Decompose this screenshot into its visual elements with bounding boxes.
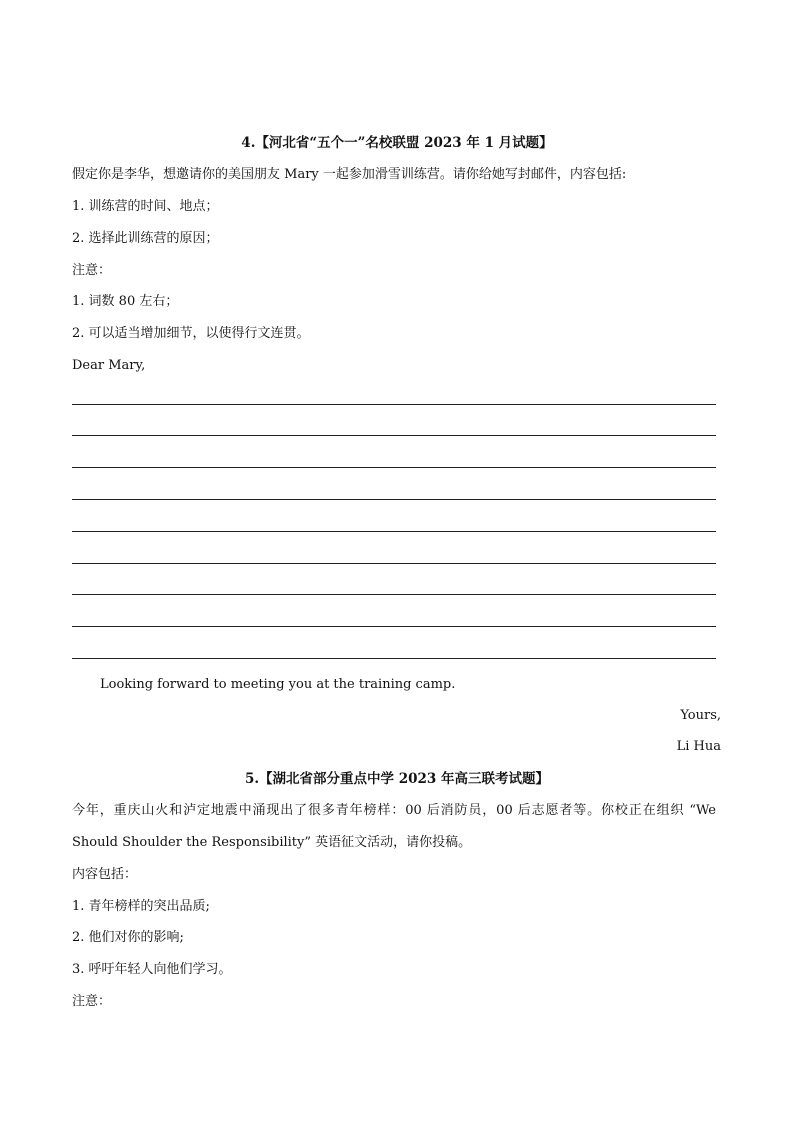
letter-salutation: Dear Mary,	[72, 358, 146, 373]
writing-line	[72, 404, 716, 405]
question-4-prompt: 假定你是李华，想邀请你的美国朋友 Mary 一起参加滑雪训练营。请你给她写封邮件，内容包括:	[72, 167, 627, 182]
question-4-notes-label: 注意：	[72, 263, 112, 278]
question-5-prompt-line-1: 今年，重庆山火和泸定地震中涌现出了很多青年榜样：00 后消防员，00 后志愿者等。你校正在组织 “We	[72, 803, 716, 818]
writing-line	[72, 594, 716, 595]
letter-signature: Li Hua	[676, 739, 721, 754]
question-5-content-label: 内容包括：	[72, 867, 138, 882]
question-4-note-1: 1. 词数 80 左右；	[72, 294, 179, 309]
question-5-item-3: 3. 呼吁年轻人向他们学习。	[72, 962, 232, 977]
question-4-item-1: 1. 训练营的时间、地点；	[72, 199, 219, 214]
question-5-prompt-line-2: Should Shoulder the Responsibility” 英语征文活动，请你投稿。	[72, 835, 472, 850]
writing-line	[72, 467, 716, 468]
letter-signoff: Yours,	[680, 708, 721, 723]
question-5-title: 5.【湖北省部分重点中学 2023 年高三联考试题】	[244, 771, 550, 787]
question-4-note-2: 2. 可以适当增加细节，以使得行文连贯。	[72, 326, 310, 341]
question-4-item-2: 2. 选择此训练营的原因；	[72, 231, 219, 246]
writing-line	[72, 626, 716, 627]
question-5-item-2: 2. 他们对你的影响;	[72, 930, 184, 945]
writing-line	[72, 435, 716, 436]
question-5-item-1: 1. 青年榜样的突出品质;	[72, 899, 210, 914]
writing-line	[72, 658, 716, 659]
writing-line	[72, 499, 716, 500]
question-4-title: 4.【河北省“五个一”名校联盟 2023 年 1 月试题】	[241, 135, 553, 151]
question-5-notes-label: 注意：	[72, 994, 112, 1009]
writing-line	[72, 531, 716, 532]
letter-closing-line: Looking forward to meeting you at the training camp.	[100, 677, 456, 692]
writing-line	[72, 563, 716, 564]
